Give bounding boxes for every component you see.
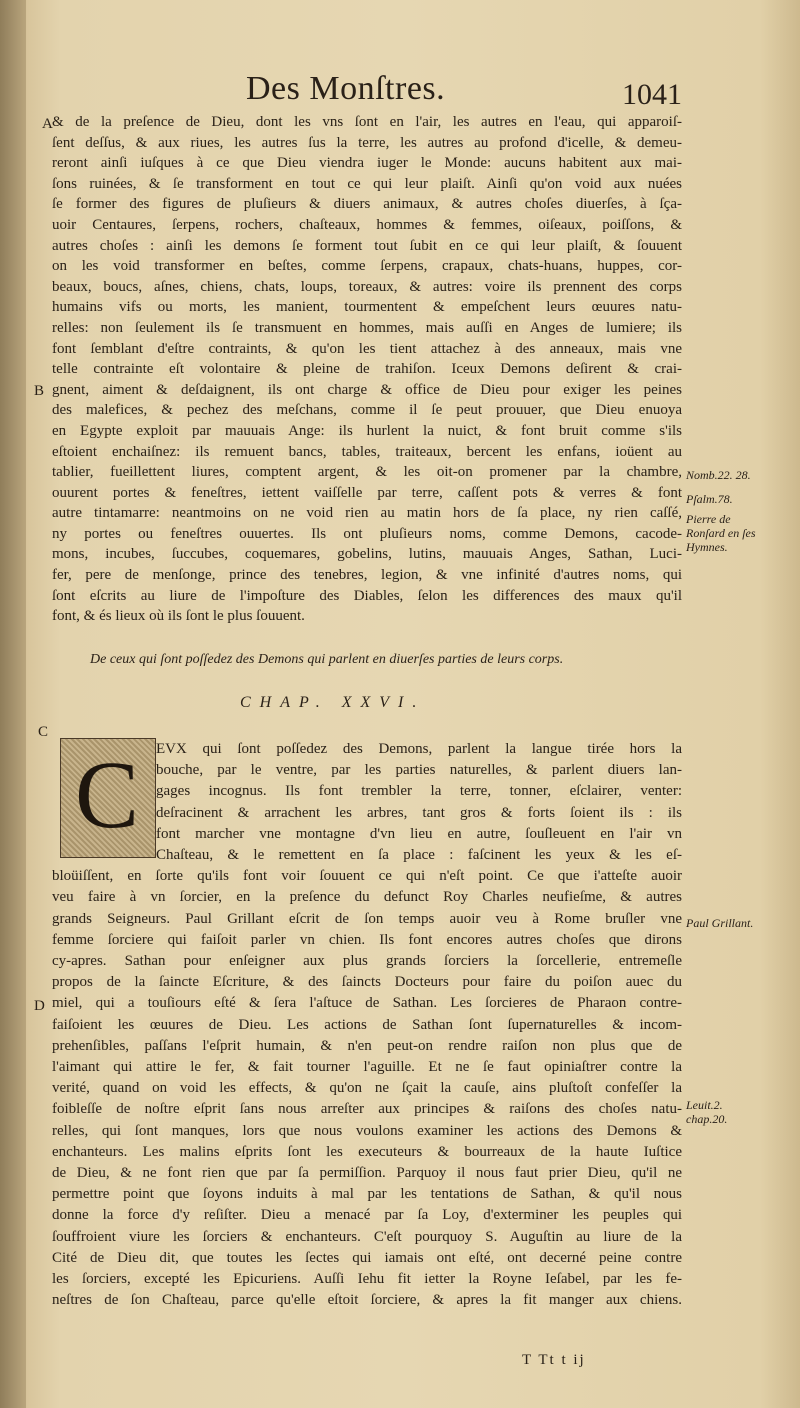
text-line: ouurent portes & feneſtres, iettent vaiſſelle par terre, caſſent pots & verres & font: [52, 484, 682, 501]
text-line: les ſorciers, excepté les Epicuriens. Auſſi Iehu fit ietter la Royne Ieſabel, par les fe-: [52, 1271, 682, 1288]
text-line: gages incognus. Ils font trembler la terre, tonner, eſclairer, venter:: [156, 783, 682, 800]
margin-note-levit: Leuit.2. chap.20.: [686, 1098, 728, 1126]
text-line: bouche, par le ventre, par les parties naturelles, & parlent diuers lan-: [156, 762, 682, 779]
text-line: beaux, boucs, aſnes, chiens, chats, loups, toreaux, & autres: voire ils prennent des corps: [52, 278, 682, 295]
text-line: deſracinent & arrachent les arbres, tant gros & forts ſoient ils : ils: [156, 804, 682, 821]
text-line: tablier, fueillettent liures, comptent argent, & les oit-on promener par la chambre,: [52, 464, 682, 481]
text-line: telle contrainte eſt volontaire & pleine de trahiſon. Iceux Demons deſirent & crai-: [52, 361, 682, 378]
section-letter-b: B: [34, 383, 45, 399]
text-line: ſent deſſus, & aux riues, les autres ſus la terre, les autres au profond d'icelle, & demeu-: [52, 134, 682, 151]
margin-note-nomb: Nomb.22. 28.: [686, 468, 751, 482]
text-line: fer, pere de menſonge, prince des tenebres, legion, & vne infinité d'autres noms, qui: [52, 567, 682, 584]
margin-note-psalm: Pſalm.78.: [686, 492, 733, 506]
text-line: veu faire à vn ſorcier, en la preſence du defunct Roy Charles neufieſme, & autres: [52, 889, 682, 906]
text-line: Chaſteau, & le remettent en ſa place : faſcinent les yeux & les eſ-: [156, 847, 682, 864]
text-line: l'aimant qui attire le fer, & fait tourner l'aguille. Et ne ſe faut opiniaſtrer contre la: [52, 1059, 682, 1076]
text-line: Cité de Dieu dit, que toutes les ſectes qui iamais ont eſté, ont decerné peine contre: [52, 1249, 682, 1266]
text-line: autres choſes : ainſi les demons ſe forment tout ſubit en ce qui leur plaiſt, & ſouuent: [52, 237, 682, 254]
text-line: font ſemblant d'eſtre contraints, & qu'on les tient attachez à des anneaux, mais vne: [52, 340, 682, 357]
text-line: ny portes ou feneſtres ouuertes. Ils ont pluſieurs noms, comme Demons, cacode-: [52, 525, 682, 542]
text-line: neſtres de ſon Chaſteau, parce qu'elle eſtoit ſorciere, & apres la fit manger aux chiens.: [52, 1292, 682, 1309]
text-line: des malefices, & pechez des meſchans, comme il ſe peut prouuer, que Dieu enuoya: [52, 402, 682, 419]
text-line: relles: non ſeulement ils ſe transmuent en hommes, mais auſſi en Anges de lumiere; ils: [52, 319, 682, 336]
text-line: ſe former des figures de pluſieurs & diuers animaux, & autres choſes diuerſes, à ſça-: [52, 196, 682, 213]
text-line: verité, quand on void les effects, & qu'on ne ſçait la cauſe, ains pluſtoſt confeſſer la: [52, 1080, 682, 1097]
text-line: grands Seigneurs. Paul Grillant eſcrit de ſon temps auoir veu à Rome bruſler vne: [52, 910, 682, 927]
text-line: mons, incubes, ſuccubes, coquemares, gobelins, lutins, mauuais Anges, Sathan, Luci-: [52, 546, 682, 563]
text-line: uoir Centaures, ſerpens, rochers, chaſteaux, hommes & femmes, oiſeaux, poiſſons, &: [52, 216, 682, 233]
body-paragraph-1: [52, 112, 682, 627]
text-line: prehenſibles, paſſans l'eſprit humain, & n'en peut-on rendre raiſon non plus que de: [52, 1037, 682, 1054]
signature-mark: T Tt t ij: [522, 1352, 586, 1368]
section-letter-d: D: [34, 998, 45, 1014]
text-line: ſont eſcrits au liure de l'impoſture des Diables, ſelon les differences des maux qu'il: [52, 587, 682, 604]
text-line: cy-apres. Sathan pour enſeigner aux plus grands ſorciers la ſorcellerie, entremeſle: [52, 953, 682, 970]
text-line: autre tintamarre: neantmoins on ne void rien au matin hors de ſa place, ny rien caſſé,: [52, 505, 682, 522]
text-line: on les void transformer en beſtes, comme ſerpens, crapaux, chats-huans, huppes, cor-: [52, 258, 682, 275]
text-line: permettre point que ſoyons induits à mal par les tentations de Sathan, & qu'il nous: [52, 1186, 682, 1203]
text-line: de Dieu, & ne font rien que par ſa permiſſion. Parquoy il nous faut prier Dieu, qu'il ne: [52, 1165, 682, 1182]
text-line: reront ainſi iuſques à ce que Dieu viendra iuger le Monde: aucuns habitent aux mai-: [52, 155, 682, 172]
text-line: en Egypte exploit par mauuais Ange: ils hurlent la nuict, & font bruit comme s'ils: [52, 422, 682, 439]
body-paragraph-2: [52, 739, 682, 1311]
text-line: faiſoient les œuures de Dieu. Les actions de Sathan ſont ſupernaturelles & incom-: [52, 1016, 682, 1033]
section-letter-a: A: [42, 116, 53, 132]
page-number: 1041: [622, 78, 682, 111]
text-line: eſtoient enchaiſnez: ils remuent bancs, tables, traiteaux, bercent les enfans, ioüent au: [52, 443, 682, 460]
chapter-number: CHAP. XXVI.: [240, 694, 426, 711]
text-line: ſouffroient viure les ſorciers & enchanteurs. C'eſt pourquoy S. Auguſtin au liure de la: [52, 1228, 682, 1245]
chapter-heading: De ceux qui ſont poſſedez des Demons qui parlent en diuerſes parties de leurs corps.: [90, 652, 564, 667]
text-line: humains vifs ou morts, les manient, tourmentent & empeſchent leurs œuures natu-: [52, 299, 682, 316]
binding-gutter: [0, 0, 26, 1408]
text-line: font, & és lieux où ils ſont le plus ſouuent.: [52, 608, 305, 625]
text-line: foibleſſe de noſtre eſprit ſans nous arreſter aux principes & raiſons des choſes natu-: [52, 1101, 682, 1118]
section-letter-c: C: [38, 724, 49, 740]
text-line: gnent, aiment & deſdaignent, ils ont charge & office de Dieu pour exiger les peines: [52, 381, 682, 398]
initial-letter: C: [75, 741, 140, 848]
running-title: Des Monſtres.: [246, 70, 446, 107]
margin-note-ronsard: Pierre de Ronſard en ſes Hymnes.: [686, 512, 756, 554]
text-line: propos de la ſaincte Eſcriture, & des ſaincts Docteurs pour faire du poiſon auec du: [52, 974, 682, 991]
text-line: bloüiſſent, en ſorte qu'ils font voir ſouuent ce qui n'eſt point. Ce que i'atteſte auoir: [52, 868, 682, 885]
text-line: miel, qui a touſiours eſté & ſera l'aſtuce de Sathan. Les ſorcieres de Pharaon contre-: [52, 995, 682, 1012]
text-line: EVX qui ſont poſſedez des Demons, parlent la langue tirée hors la: [156, 741, 682, 757]
text-line: font marcher vne montagne d'vn lieu en autre, ſouſleuent en l'air vn: [156, 825, 682, 842]
text-line: femme ſorciere qui faiſoit parler vn chien. Ils font encores autres choſes que dirons: [52, 931, 682, 948]
text-line: & de la preſence de Dieu, dont les vns ſont en l'air, les autres en l'eau, qui apparoiſ-: [52, 114, 682, 130]
text-line: relles, qui ſont manques, lors que nous voulons examiner les actions des Demons &: [52, 1122, 682, 1139]
margin-note-grillant: Paul Grillant.: [686, 916, 754, 930]
text-line: enchanteurs. Les malins eſprits ſont les executeurs & bourreaux de la haute Iuſtice: [52, 1143, 682, 1160]
text-line: ſons ruinées, & ſe transforment en tout ce qui leur plaiſt. Ainſi qu'on void aux nuées: [52, 175, 682, 192]
text-line: donne la force d'y reſiſter. Dieu a menacé par ſa Loy, d'exterminer les peuples qui: [52, 1207, 682, 1224]
